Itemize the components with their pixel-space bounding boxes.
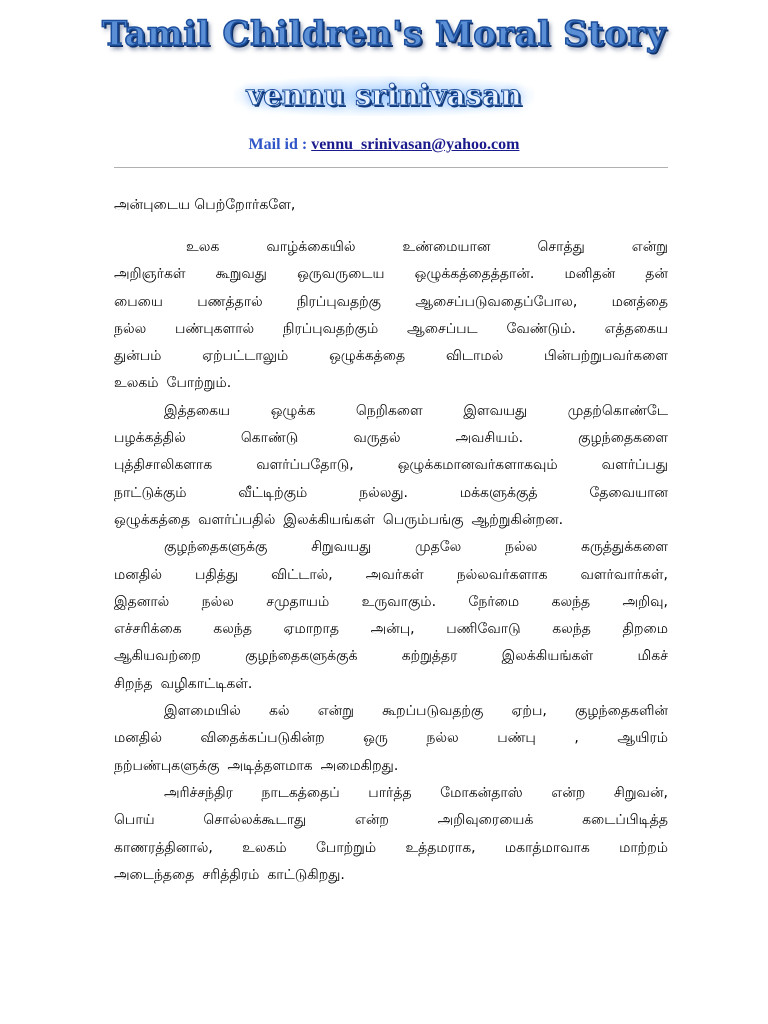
word: ஒழுக்கத்தை [114, 511, 191, 528]
text-line [114, 480, 668, 507]
word: மகாத்மாவாக [504, 839, 590, 856]
text-line [114, 562, 668, 589]
word: வேண்டும். [506, 320, 576, 337]
text-line [114, 234, 668, 261]
word: பின்பற்றுபவர்களை [543, 348, 668, 365]
word: ஆயிரம் [617, 730, 668, 747]
word: ஒருவருடைய [297, 266, 385, 283]
word: குழந்தைகளுக்கு [164, 539, 268, 556]
text-line [114, 452, 668, 479]
text-line [114, 671, 668, 698]
word: எத்தகைய [604, 320, 668, 337]
word: பதித்து [194, 566, 239, 583]
text-line [114, 507, 668, 534]
text-line [114, 425, 668, 452]
word: உருவாகும். [361, 593, 437, 610]
story-paragraph [114, 780, 668, 889]
word: நற்பண்புகளுக்கு [114, 757, 220, 774]
word: அறிவுரையைக் [437, 812, 534, 829]
text-line [114, 698, 668, 725]
word: நிரப்புவதற்கு [296, 293, 382, 310]
word: எச்சரிக்கை [114, 621, 182, 638]
story-paragraph [114, 698, 668, 780]
word: பையை [114, 293, 163, 310]
word: அறிஞர்கள் [114, 266, 186, 283]
word: உலக [186, 239, 220, 255]
word: கற்றுத்தர [401, 648, 458, 665]
word: தன் [645, 266, 668, 283]
word: சொத்து [537, 239, 585, 255]
word: ஒழுக்கமானவர்களாகவும் [397, 457, 558, 474]
text-line [114, 725, 668, 752]
word: கலந்த [213, 621, 252, 638]
word: ஆசைப்பட [407, 320, 478, 337]
word: ஆகியவற்றை [114, 648, 201, 665]
text-line [114, 534, 668, 561]
word: பெரும்பங்கு [382, 511, 464, 528]
word: நேர்மை [468, 593, 520, 610]
word: அறிவு, [622, 593, 668, 610]
word: கொண்டு [240, 430, 299, 447]
word: வழிகாட்டிகள். [160, 675, 253, 692]
text-line [114, 316, 668, 343]
word: மனிதன் [564, 266, 616, 283]
word: சரித்திரம் [202, 866, 260, 883]
story-paragraph [114, 234, 668, 398]
word: பணத்தால் [197, 293, 263, 310]
word: நாட்டுக்கும் [114, 484, 187, 501]
word: பொய் [114, 812, 155, 829]
word: பணிவோடு [446, 621, 521, 638]
word: கருத்துக்களை [581, 539, 668, 556]
word: வளர்வார்கள், [580, 566, 668, 583]
word: ஆசைப்படுவதைப்போல, [415, 293, 578, 310]
word: மோகன்தாஸ் [440, 784, 523, 801]
word: அவர்கள் [365, 566, 424, 583]
word: பழக்கத்தில் [114, 430, 186, 447]
word: வளர்ப்பதோடு, [256, 457, 354, 474]
word: கல் [268, 703, 290, 720]
word: இதனால் [114, 593, 170, 610]
word: சமுதாயம் [266, 593, 330, 610]
text-line [114, 370, 668, 397]
mail-link[interactable]: vennu_srinivasan@yahoo.com [311, 136, 520, 153]
word: வளர்ப்பதில் [198, 511, 276, 528]
text-line [114, 753, 668, 780]
text-line [114, 589, 668, 616]
text-line [114, 862, 668, 889]
word: பார்த்த [368, 784, 412, 801]
word: கூறுவது [215, 266, 267, 283]
word: நல்ல [426, 730, 459, 747]
word: என்ற [354, 812, 389, 829]
word: நல்லது. [359, 484, 408, 501]
word: சிறந்த [114, 675, 153, 692]
text-line [114, 343, 668, 370]
word: என்று [631, 239, 668, 255]
word: என்று [317, 703, 354, 720]
word: சொல்லக்கூடாது [203, 812, 307, 829]
word: போற்றும். [166, 375, 232, 392]
word: மாற்றம் [619, 839, 668, 856]
word: சிறுவன், [613, 784, 668, 801]
greeting: அன்புடைய பெற்றோர்களே, [114, 197, 296, 213]
word: குழந்தைகளுக்குக் [245, 648, 358, 665]
word: ஒழுக்கத்தைத்தான். [414, 266, 535, 283]
word: நெறிகளை [355, 402, 423, 419]
mail-line [0, 136, 768, 154]
word: ஏற்பட்டாலும் [202, 348, 289, 365]
word: பண்புகளால் [174, 320, 255, 337]
story-paragraph [114, 534, 668, 698]
word: இத்தகைய [164, 402, 231, 419]
word: தேவையான [589, 484, 668, 501]
word: கடைப்பிடித்த [582, 812, 668, 829]
word: மனத்தை [611, 293, 668, 310]
word: அமைகிறது. [320, 757, 399, 774]
word: துன்பம் [114, 348, 162, 365]
banner-title: Tamil Children's Moral Story [101, 14, 667, 54]
word: விதைக்கப்படுகின்ற [200, 730, 325, 747]
word: பண்பு [497, 730, 536, 747]
word: கூறப்படுவதற்கு [382, 703, 484, 720]
word: வருதல் [353, 430, 401, 447]
word: குழந்தைகளின் [575, 703, 668, 720]
word: நல்ல [505, 539, 538, 556]
word: ஆற்றுகின்றன. [471, 511, 564, 528]
word: என்ற [551, 784, 586, 801]
word: அன்பு, [370, 621, 415, 638]
word: உலகம் [114, 375, 159, 392]
word: புத்திசாலிகளாக [114, 457, 213, 474]
word: முதற்கொண்டே [567, 402, 668, 419]
word: நாடகத்தைப் [261, 784, 340, 801]
word: மிகச் [637, 648, 668, 665]
word: அடித்தளமாக [227, 757, 313, 774]
word: முதலே [415, 539, 462, 556]
word: மனதில் [114, 730, 162, 747]
text-line [114, 780, 668, 807]
word: நல்ல [201, 593, 234, 610]
word: குழந்தைகளை [578, 430, 668, 447]
word: ஏற்ப, [511, 703, 547, 720]
text-line [114, 398, 668, 425]
word: ஒழுக்க [270, 402, 316, 419]
word: சிறுவயது [311, 539, 372, 556]
word: நல்லவர்களாக [456, 566, 548, 583]
word: நல்ல [114, 320, 147, 337]
word: அவசியம். [455, 430, 524, 447]
word: போற்றும் [315, 839, 377, 856]
header-divider [114, 167, 668, 168]
word: , [574, 730, 579, 747]
text-line [114, 835, 668, 862]
mail-label: Mail id : [248, 136, 312, 153]
word: ஒரு [363, 730, 388, 747]
word: உலகம் [242, 839, 287, 856]
word: நிரப்புவதற்கும் [282, 320, 379, 337]
word: அடைந்ததை [114, 866, 195, 883]
word: திறமை [622, 621, 668, 638]
word: உண்மையான [402, 239, 491, 255]
word: காட்டுகிறது. [267, 866, 345, 883]
word: மனதில் [114, 566, 162, 583]
word: காணரத்தினால், [114, 839, 213, 856]
word: விடாமல் [445, 348, 504, 365]
word: விட்டால், [271, 566, 333, 583]
word: கலந்த [552, 621, 591, 638]
word: அரிச்சந்திர [164, 784, 233, 801]
word: ஏமாறாத [283, 621, 339, 638]
word: இளவயது [463, 402, 528, 419]
banner-author [0, 76, 768, 116]
text-line [114, 261, 668, 288]
word: ஒழுக்கத்தை [329, 348, 406, 365]
word: வளர்ப்பது [601, 457, 668, 474]
word: இலக்கியங்கள் [501, 648, 594, 665]
word: இளமையில் [164, 703, 241, 720]
text-line [114, 643, 668, 670]
word: கலந்த [551, 593, 591, 610]
word: வீட்டிற்கும் [238, 484, 308, 501]
word: இலக்கியங்கள் [283, 511, 375, 528]
author-name: vennu srinivasan [234, 76, 533, 116]
text-line [114, 289, 668, 316]
text-line [114, 616, 668, 643]
word: மக்களுக்குத் [459, 484, 538, 501]
word: வாழ்க்கையில் [266, 239, 356, 255]
word: உத்தமராக, [405, 839, 476, 856]
story-body [114, 234, 668, 889]
story-paragraph [114, 398, 668, 534]
text-line [114, 807, 668, 834]
